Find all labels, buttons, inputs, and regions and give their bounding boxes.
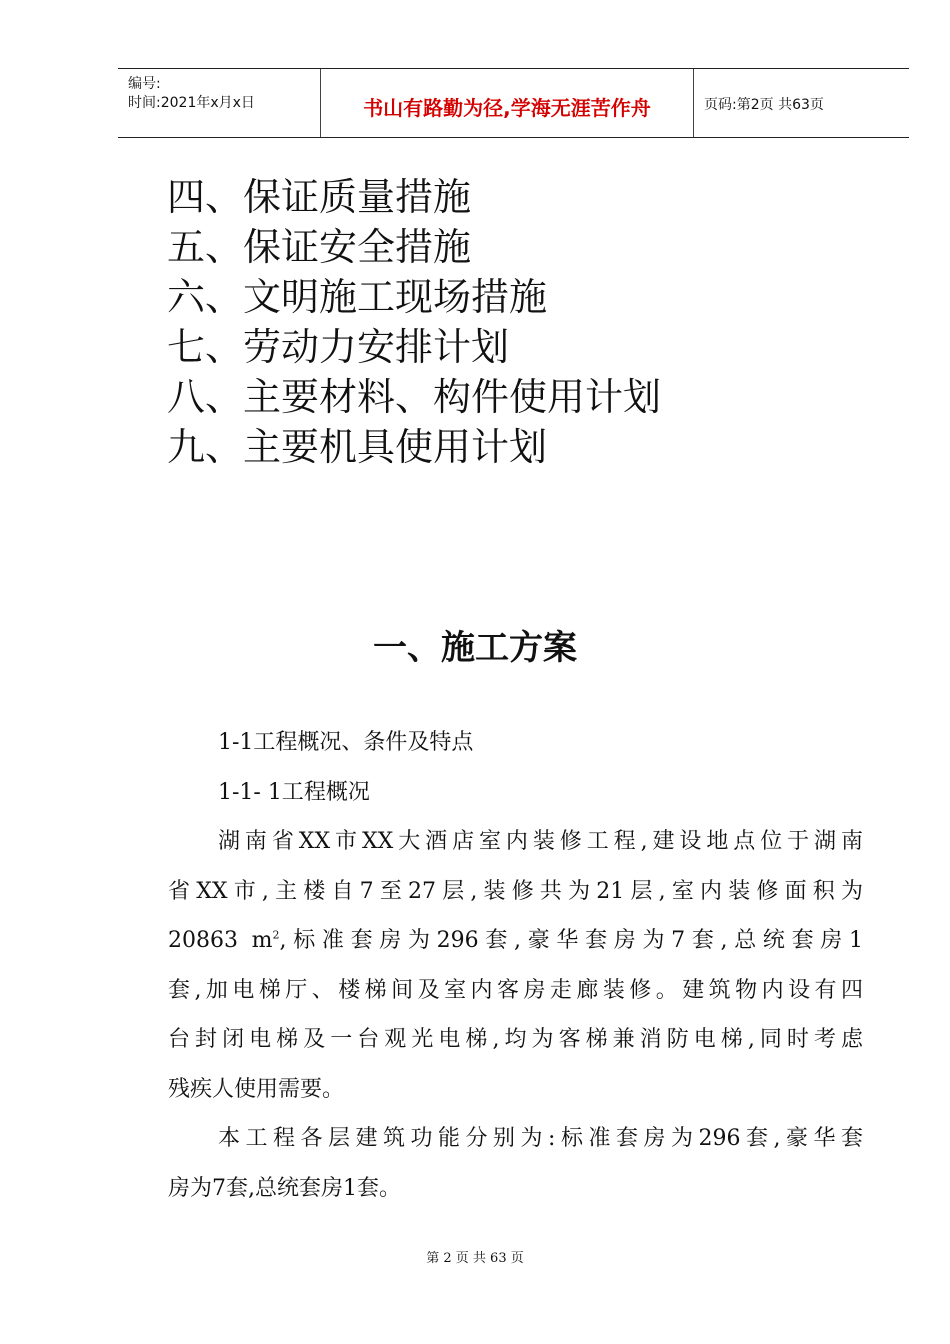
- paragraph-line: 房为7套,总统套房1套。: [168, 1175, 401, 1201]
- toc-item: 五、保证安全措施: [167, 225, 472, 269]
- page-header: [118, 68, 909, 138]
- paragraph-line-rest: ,标准套房为296套,豪华套房为7套,总统套房1: [279, 928, 863, 953]
- toc-item: 四、保证质量措施: [167, 175, 472, 219]
- toc-item: 九、主要机具使用计划: [167, 425, 548, 469]
- paragraph-line: 本工程各层建筑功能分别为:标准套房为296套,豪华套: [218, 1126, 863, 1151]
- paragraph-line: 残疾人使用需要。: [168, 1076, 345, 1102]
- header-meta-cell: [118, 69, 320, 137]
- paragraph-line: [168, 916, 863, 966]
- body-text: [168, 718, 863, 1213]
- page-number-label: 页码:第2页 共63页: [704, 97, 824, 113]
- table-of-contents: [167, 172, 661, 472]
- section-title: 一、施工方案: [373, 628, 577, 668]
- number-label: 编号:: [128, 76, 161, 92]
- subheading: 1-1- 1工程概况: [218, 779, 370, 805]
- page-footer: 第 2 页 共 63 页: [426, 1251, 524, 1266]
- paragraph-line: 省XX市,主楼自7至27层,装修共为21层,室内装修面积为: [168, 878, 863, 904]
- time-label: 时间:2021年x月x日: [128, 95, 255, 111]
- subheading: 1-1工程概况、条件及特点: [218, 730, 474, 755]
- header-page-cell: [694, 69, 909, 137]
- toc-item: 八、主要材料、构件使用计划: [167, 375, 662, 419]
- superscript: 2: [272, 928, 280, 942]
- paragraph-line: 台封闭电梯及一台观光电梯,均为客梯兼消防电梯,同时考虑: [168, 1027, 863, 1052]
- motto: 书山有路勤为径,学海无涯苦作舟: [363, 96, 651, 120]
- header-motto-cell: [320, 69, 694, 137]
- area-value: 20863 m: [168, 928, 273, 953]
- toc-item: 七、劳动力安排计划: [167, 325, 510, 369]
- toc-item: 六、文明施工现场措施: [167, 275, 548, 319]
- paragraph-line: 湖南省XX市XX大酒店室内装修工程,建设地点位于湖南: [218, 829, 863, 854]
- paragraph-line: 套,加电梯厅、楼梯间及室内客房走廊装修。建筑物内设有四: [168, 977, 863, 1003]
